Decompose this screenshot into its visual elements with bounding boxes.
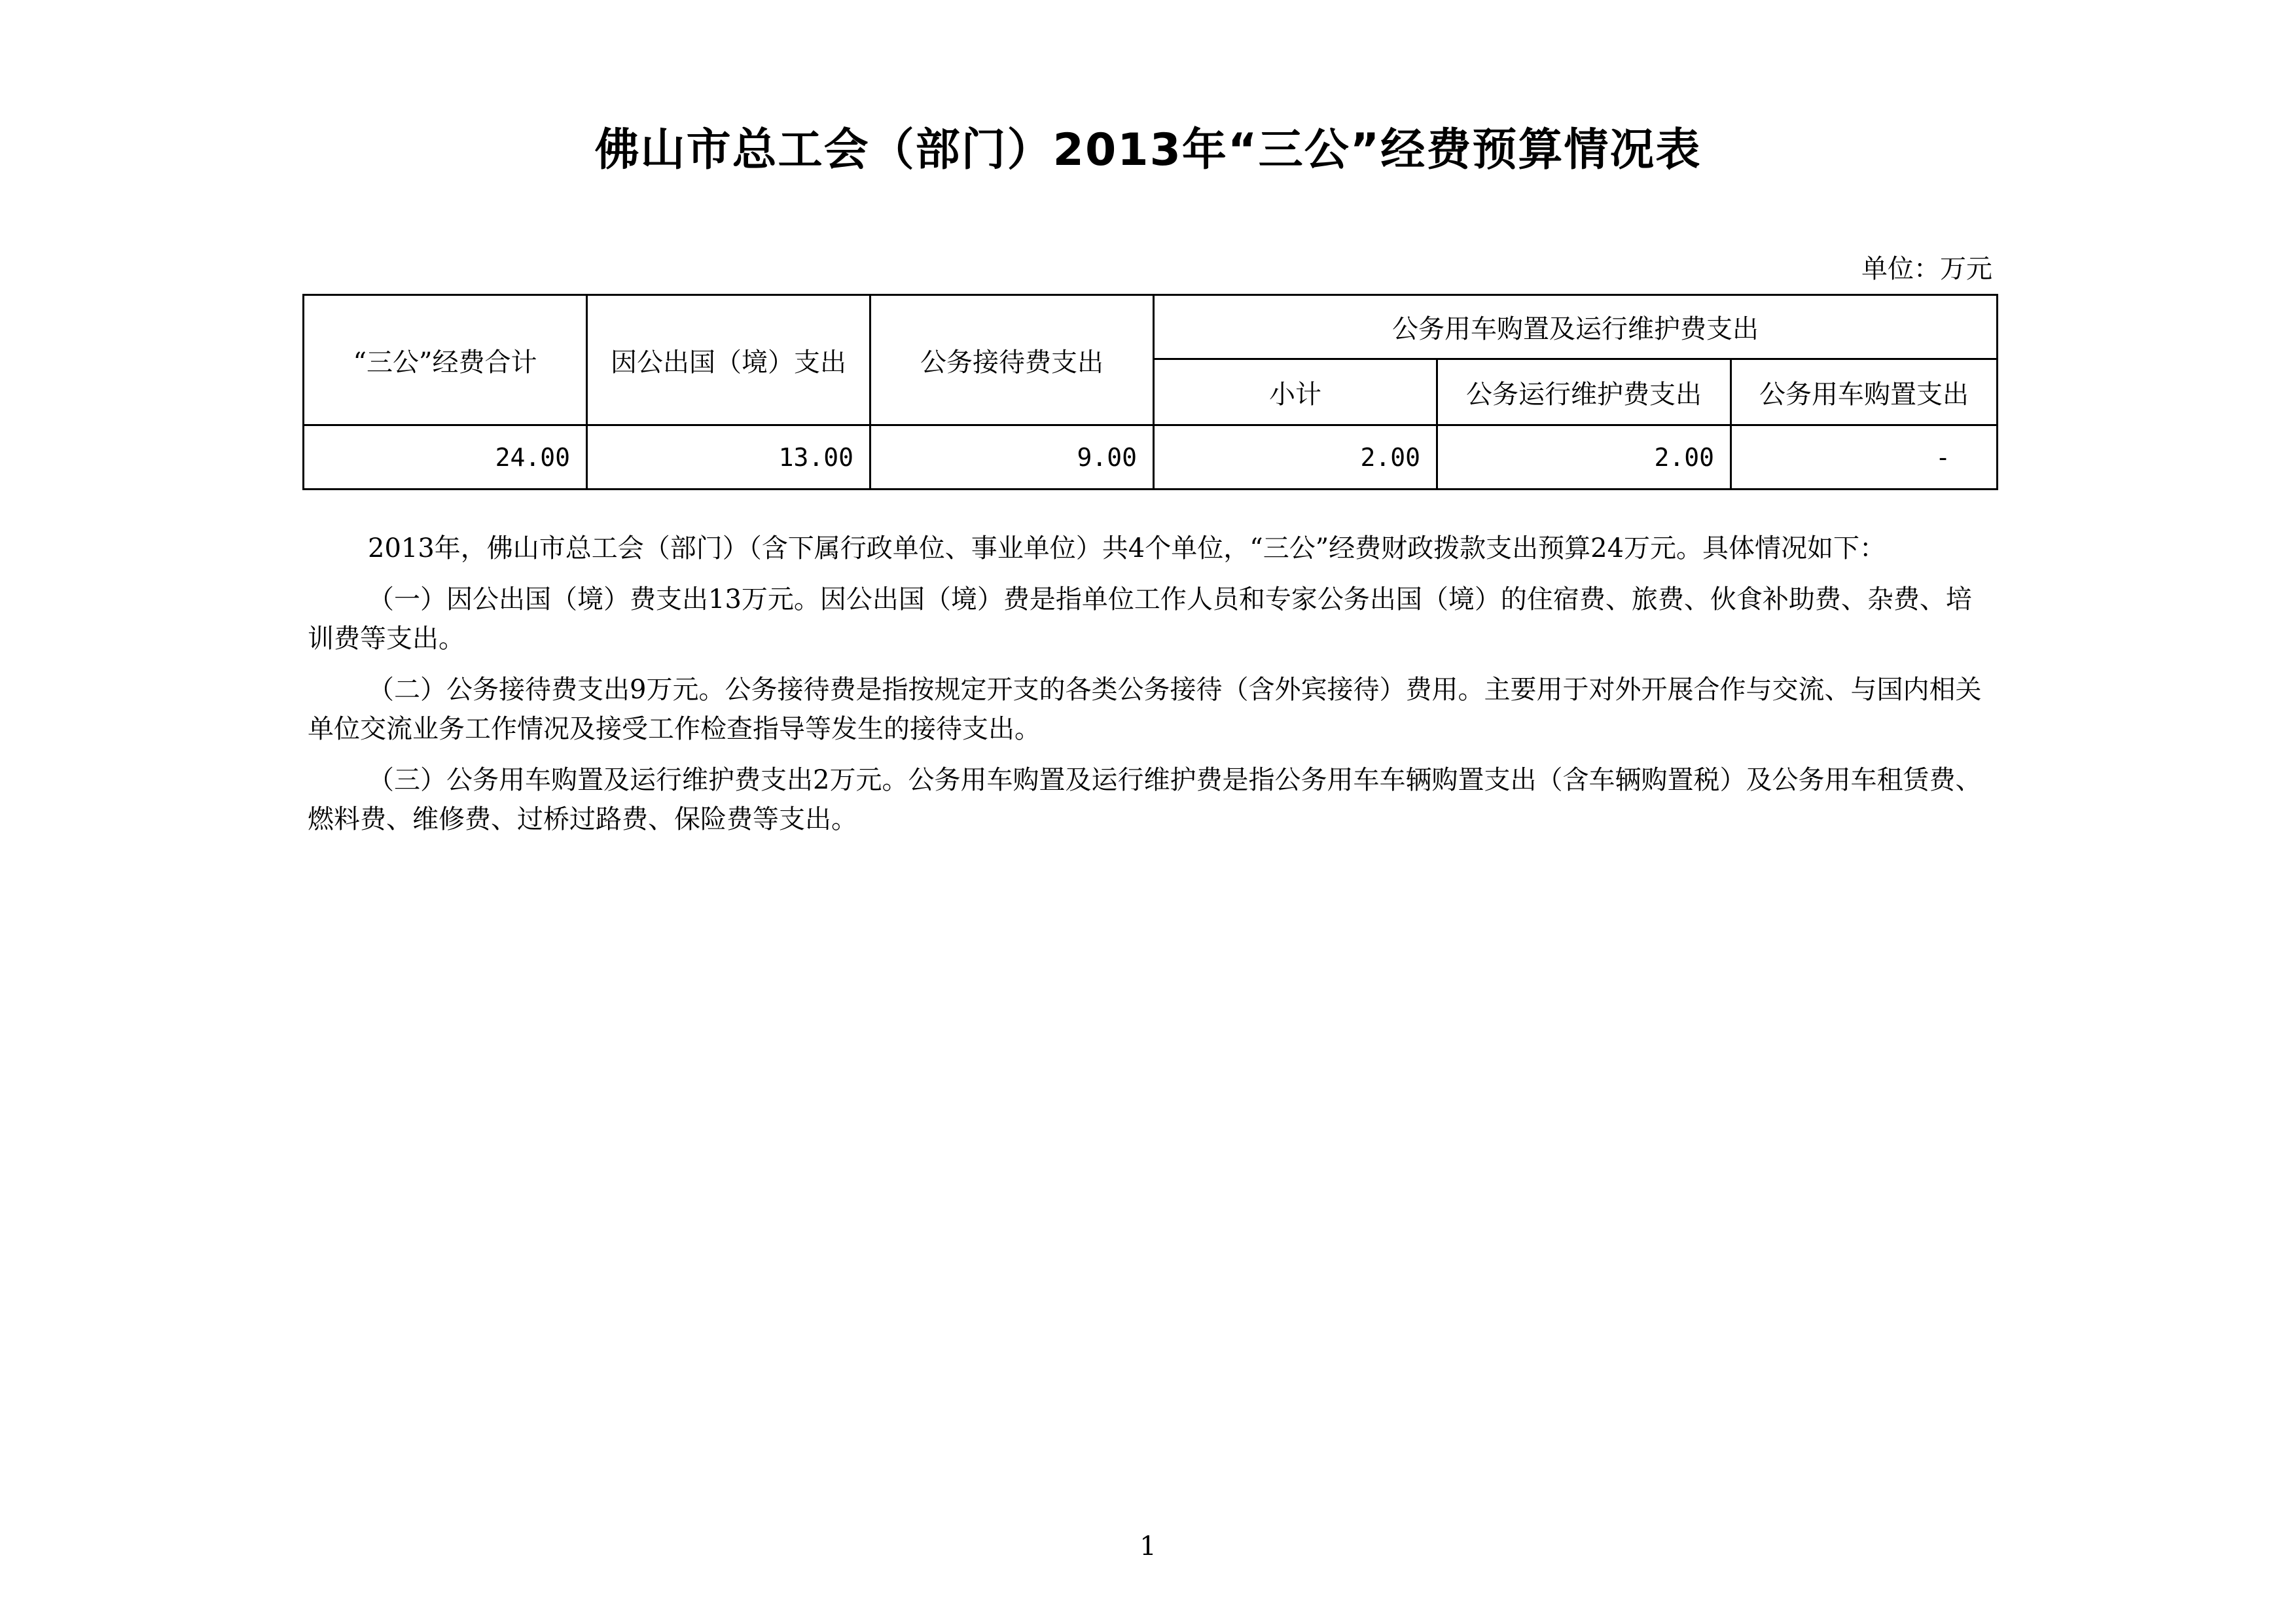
explanatory-notes <box>308 529 1996 851</box>
value-vehicle-operation: 2.00 <box>1437 425 1731 490</box>
notes-intro: 2013年，佛山市总工会（部门）（含下属行政单位、事业单位）共4个单位，“三公”经费财政拨款支出预算24万元。具体情况如下： <box>368 533 1886 563</box>
value-vehicle-subtotal: 2.00 <box>1154 425 1437 490</box>
value-overseas: 13.00 <box>587 425 870 490</box>
value-reception: 9.00 <box>870 425 1154 490</box>
value-total: 24.00 <box>304 425 587 490</box>
header-vehicle-subtotal: 小计 <box>1154 359 1437 425</box>
page-number: 1 <box>1139 1531 1157 1561</box>
unit-label: 单位：万元 <box>1861 254 1992 284</box>
table-header-row <box>304 295 1998 359</box>
header-vehicle-group: 公务用车购置及运行维护费支出 <box>1154 295 1998 359</box>
header-vehicle-purchase: 公务用车购置支出 <box>1731 359 1998 425</box>
notes-item-overseas: （一）因公出国（境）费支出13万元。因公出国（境）费是指单位工作人员和专家公务出国（境）的住宿费、旅费、伙食补助费、杂费、培训费等支出。 <box>308 584 1972 654</box>
header-reception: 公务接待费支出 <box>870 295 1154 425</box>
header-total: “三公”经费合计 <box>304 295 587 425</box>
notes-item-vehicle: （三）公务用车购置及运行维护费支出2万元。公务用车购置及运行维护费是指公务用车车辆购置支出（含车辆购置税）及公务用车租赁费、燃料费、维修费、过桥过路费、保险费等支出。 <box>308 765 1982 834</box>
value-vehicle-purchase: - <box>1731 425 1998 490</box>
table-row <box>304 425 1998 490</box>
budget-table <box>302 294 1998 490</box>
notes-item-reception: （二）公务接待费支出9万元。公务接待费是指按规定开支的各类公务接待（含外宾接待）费用。主要用于对外开展合作与交流、与国内相关单位交流业务工作情况及接受工作检查指导等发生的接待支出。 <box>308 675 1982 744</box>
header-overseas: 因公出国（境）支出 <box>587 295 870 425</box>
header-vehicle-operation: 公务运行维护费支出 <box>1437 359 1731 425</box>
page-title: 佛山市总工会（部门）2013年“三公”经费预算情况表 <box>594 124 1702 176</box>
